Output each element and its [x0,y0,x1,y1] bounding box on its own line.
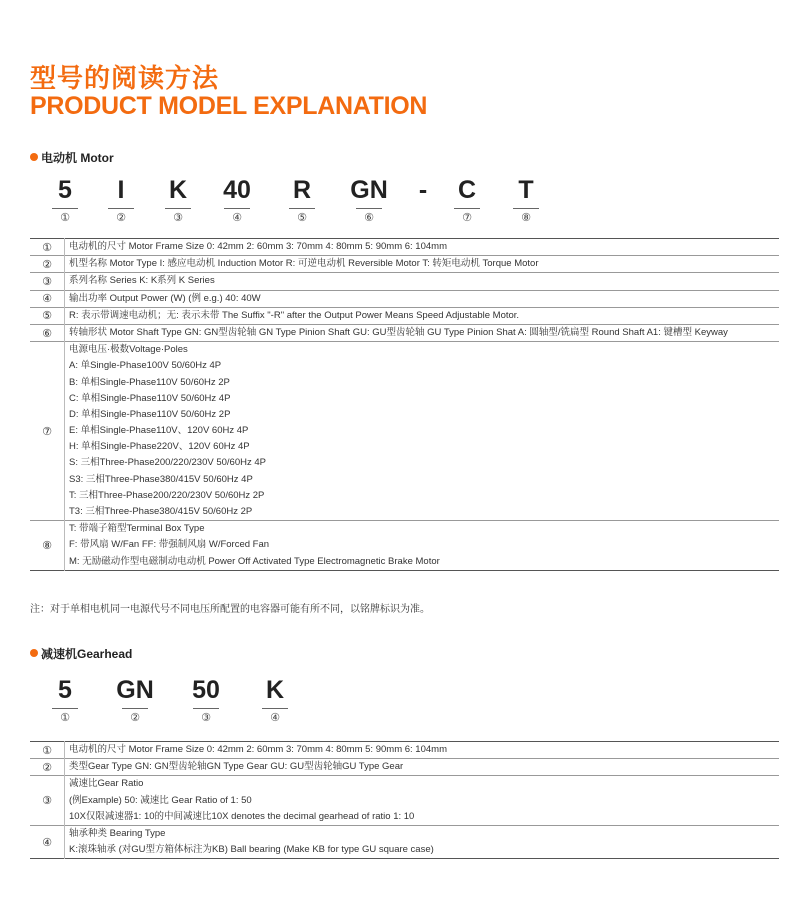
code-underline [356,208,382,209]
row-text: E: 单相Single-Phase110V、120V 60Hz 4P [69,425,249,437]
code-char: GN [116,676,154,704]
row-text: B: 单相Single-Phase110V 50/60Hz 2P [69,376,230,388]
row-text: 转轴形状 Motor Shaft Type GN: GN型齿轮轴 GN Type Pinion Shaft GU: GU型齿轮轴 GU Type Pinion Shat A: 圆轴型/铣扁型 Round Shaft A1: 键槽型 Keyway [69,326,728,338]
code-char: K [168,176,188,204]
code-char: K [265,676,285,704]
row-text: S3: 三相Three-Phase380/415V 50/60Hz 4P [69,473,253,485]
code-char: 5 [58,176,72,204]
row-text: M: 无励磁动作型电磁制动电动机 Power Off Activated Type Electromagnetic Brake Motor [69,555,440,567]
code-underline [454,208,480,209]
row-index: ④ [30,290,65,307]
gearhead-heading-text: 减速机Gearhead [41,647,133,661]
table-row [30,256,779,273]
code-char: C [457,176,477,204]
code-underline [193,708,219,709]
code-segment [217,176,257,225]
row-text: (例Example) 50: 减速比 Gear Ratio of 1: 50 [69,794,252,806]
code-index: ① [60,212,70,224]
code-segment [349,176,389,225]
code-char: GN [350,176,388,204]
row-index: ⑧ [30,521,65,571]
code-segment [255,676,295,725]
row-text: C: 单相Single-Phase110V 50/60Hz 4P [69,392,231,404]
code-index: ⑥ [364,212,374,224]
orange-bullet-icon [30,153,38,161]
code-segment [282,176,322,225]
table-row [30,290,779,307]
row-text: F: 带风扇 W/Fan FF: 带强制风扇 W/Forced Fan [69,539,270,551]
row-index: ③ [30,776,65,826]
code-segment [115,676,155,725]
code-char: 40 [223,176,251,204]
code-underline [122,708,148,709]
motor-section-heading [30,149,114,166]
code-dash: - [418,176,428,204]
table-row [30,307,779,324]
table-row [30,239,779,256]
code-char: T [518,176,534,204]
code-index: ⑦ [462,212,472,224]
code-underline [108,208,134,209]
table-row [30,273,779,290]
table-row [30,521,779,571]
page-title-en: PRODUCT MODEL EXPLANATION [30,92,428,120]
table-row [30,324,779,341]
row-text: 减速比Gear Ratio [69,778,144,790]
row-text: A: 单Single-Phase100V 50/60Hz 4P [69,360,222,372]
row-index: ⑥ [30,324,65,341]
row-text: T: 三相Three-Phase200/220/230V 50/60Hz 2P [69,489,265,501]
row-index: ① [30,239,65,256]
row-text: 10X仅限减速器1: 10的中间减速比10X denotes the decimal gearhead of ratio 1: 10 [69,810,415,822]
code-index: ② [116,212,126,224]
table-row [30,759,779,776]
table-row [30,342,779,521]
code-char: 50 [192,676,220,704]
code-char: R [292,176,312,204]
row-text: D: 单相Single-Phase110V 50/60Hz 2P [69,408,231,420]
code-underline [165,208,191,209]
row-text: 轴承种类 Bearing Type [69,827,166,839]
row-text: T3: 三相Three-Phase380/415V 50/60Hz 2P [69,506,253,517]
row-index: ⑤ [30,307,65,324]
code-index: ⑧ [521,212,531,224]
motor-heading-text: 电动机 Motor [41,151,114,165]
row-text: 电动机的尺寸 Motor Frame Size 0: 42mm 2: 60mm 3: 70mm 4: 80mm 5: 90mm 6: 104mm [69,241,447,252]
code-segment [45,676,85,725]
code-segment [186,676,226,725]
code-index: ④ [232,212,242,224]
row-text: S: 三相Three-Phase200/220/230V 50/60Hz 4P [69,457,266,469]
table-row [30,776,779,826]
code-index: ③ [201,712,211,724]
row-text: 系列名称 Series K: K系列 K Series [69,275,215,287]
code-underline [52,208,78,209]
row-index: ④ [30,825,65,858]
code-segment [45,176,85,225]
gearhead-spec-table [30,741,779,859]
row-text: 类型Gear Type GN: GN型齿轮轴GN Type Gear GU: GU型齿轮轴GU Type Gear [69,761,404,773]
code-segment [158,176,198,225]
code-underline [262,708,288,709]
code-underline [513,208,539,209]
row-text: 机型名称 Motor Type I: 感应电动机 Induction Motor R: 可逆电动机 Reversible Motor T: 转矩电动机 Torque Motor [69,258,539,270]
row-index: ① [30,742,65,759]
code-segment [101,176,141,225]
code-separator [403,176,443,204]
row-text: 电动机的尺寸 Motor Frame Size 0: 42mm 2: 60mm 3: 70mm 4: 80mm 5: 90mm 6: 104mm [69,744,447,755]
footnote: 注：对于单相电机同一电源代号不同电压所配置的电容器可能有所不同，以铭牌标识为准。 [30,604,430,615]
page-title-cn: 型号的阅读方法 [30,63,220,93]
code-index: ③ [173,212,183,224]
code-index: ② [130,712,140,724]
row-index: ② [30,256,65,273]
code-index: ① [60,712,70,724]
code-index: ⑤ [297,212,307,224]
row-text: R: 表示带调速电动机；无: 表示未带 The Suffix "-R" after the Output Power Means Speed Adjustable Motor. [69,309,520,321]
row-text: H: 单相Single-Phase220V、120V 60Hz 4P [69,441,250,453]
code-char: 5 [58,676,72,704]
row-index: ② [30,759,65,776]
row-text: K:滚珠轴承 (对GU型方箱体标注为KB) Ball bearing (Make KB for type GU square case) [69,844,434,856]
gearhead-section-heading [30,645,132,662]
table-row [30,742,779,759]
table-row [30,825,779,858]
code-segment [506,176,546,225]
code-underline [289,208,315,209]
orange-bullet-icon [30,649,38,657]
row-text: 电源电压·极数Voltage·Poles [69,344,188,356]
code-underline [224,208,250,209]
row-index: ③ [30,273,65,290]
code-char: I [117,176,125,204]
row-index: ⑦ [30,342,65,521]
code-segment [447,176,487,225]
code-underline [52,708,78,709]
code-index: ④ [270,712,280,724]
row-text: T: 带端子箱型Terminal Box Type [69,523,205,535]
motor-spec-table [30,238,779,571]
row-text: 输出功率 Output Power (W) (例 e.g.) 40: 40W [69,292,261,304]
